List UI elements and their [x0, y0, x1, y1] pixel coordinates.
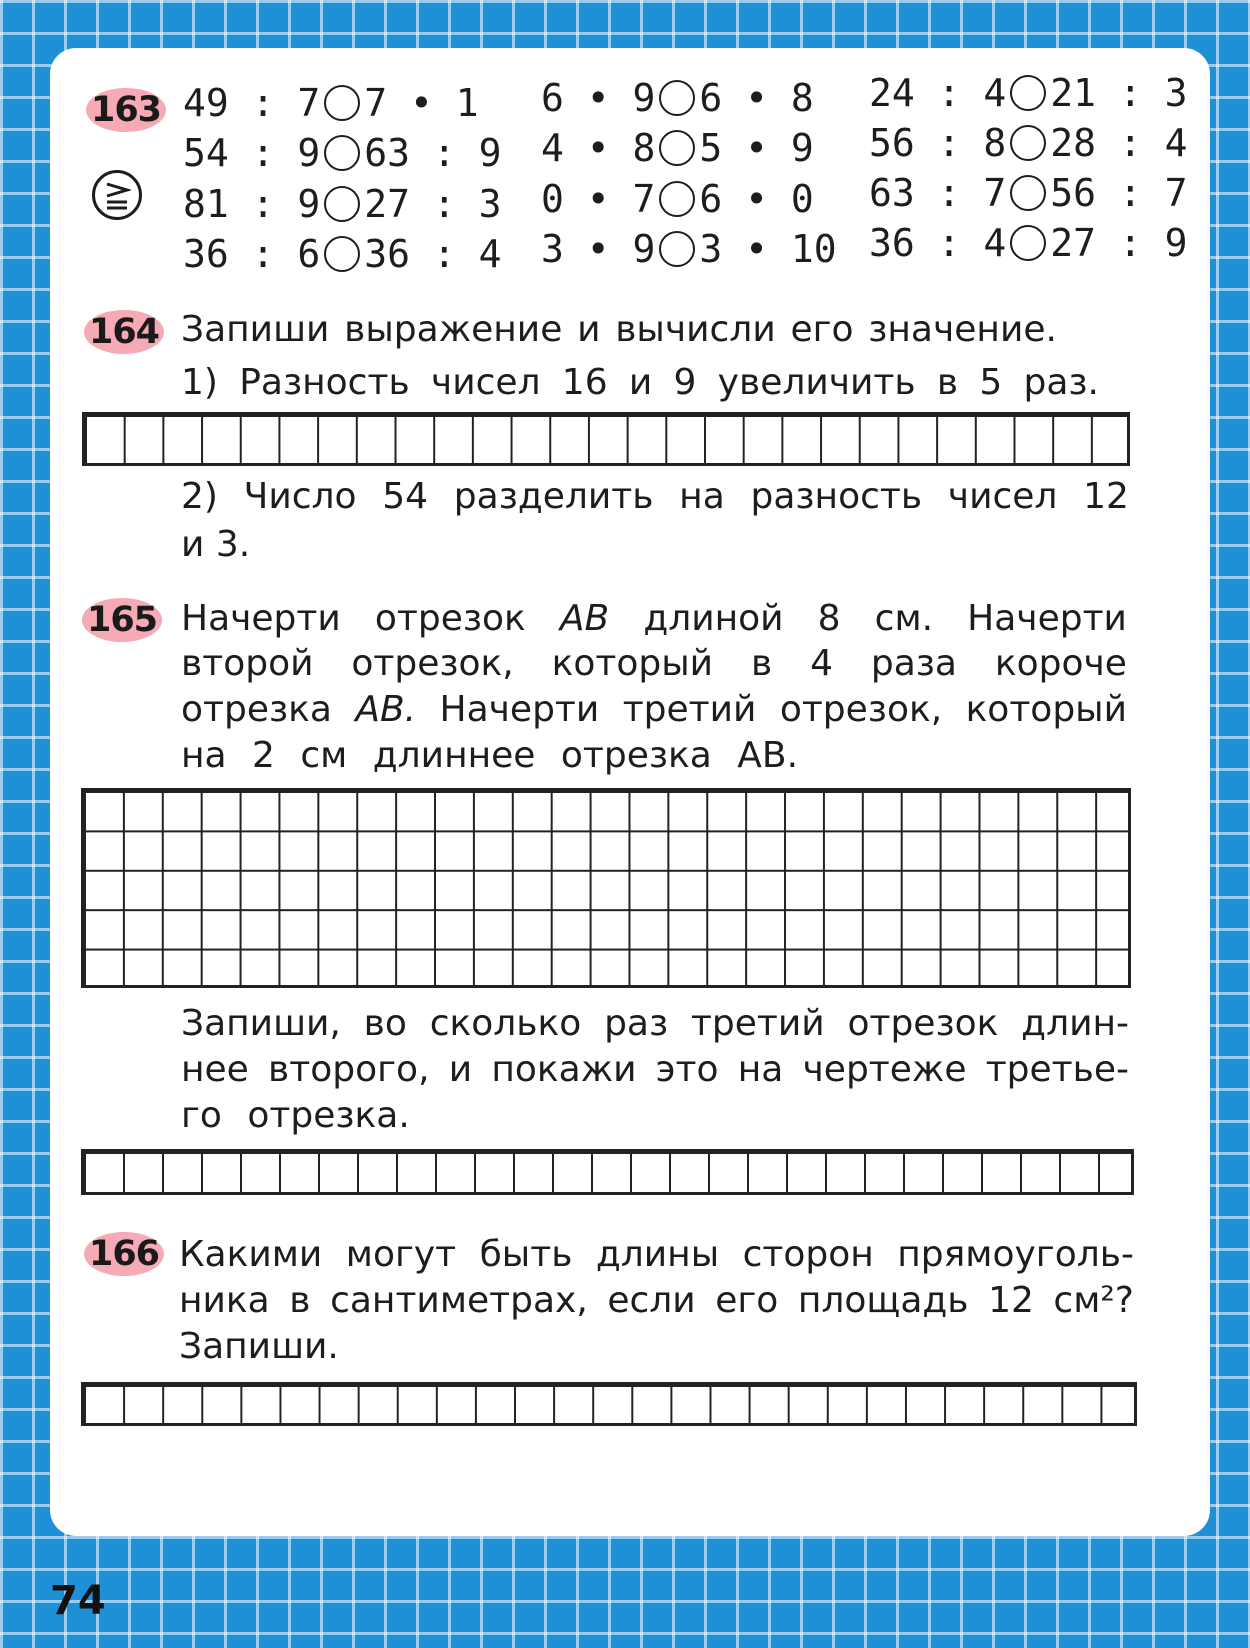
word: отрезок — [374, 598, 526, 639]
comparison-row — [183, 231, 502, 277]
word: отрезок — [847, 1003, 999, 1044]
word: отрезка — [181, 689, 332, 730]
task-164-item-2-line-1 — [181, 474, 1129, 520]
answer-grid-164-1[interactable] — [82, 412, 1130, 466]
task-number-165: 165 — [82, 598, 162, 642]
comparison-circle[interactable] — [324, 236, 360, 272]
comparison-circle[interactable] — [659, 181, 695, 217]
word: 16 — [561, 362, 608, 403]
comparison-circle[interactable] — [1010, 75, 1046, 111]
word: см. — [874, 598, 934, 639]
word: третий — [690, 1003, 825, 1044]
word: раз. — [1023, 362, 1099, 403]
comparison-circle[interactable] — [659, 130, 695, 166]
comparison-circle[interactable] — [324, 85, 360, 121]
comparison-row — [541, 75, 814, 121]
word: длины — [595, 1234, 720, 1275]
right-expression: 36 : 4 — [364, 232, 502, 276]
word: Разность — [239, 362, 410, 403]
right-expression: 28 : 4 — [1050, 121, 1188, 165]
task-165-line-1 — [181, 596, 1127, 642]
word: Начерти — [967, 598, 1127, 639]
word: выражение — [344, 309, 563, 350]
task-165-line-3 — [181, 687, 1127, 733]
right-expression: 63 : 9 — [364, 131, 502, 175]
word: Число — [243, 476, 357, 517]
word: и — [628, 362, 653, 403]
task-166-line-1 — [179, 1232, 1134, 1278]
word: 54 — [382, 476, 429, 517]
word: быть — [479, 1234, 573, 1275]
left-expression: 56 : 8 — [869, 121, 1007, 165]
word: третий — [622, 689, 757, 730]
comparison-circle[interactable] — [324, 135, 360, 171]
word: это — [655, 1049, 719, 1090]
word: его — [715, 1280, 779, 1321]
comparison-row — [183, 130, 502, 176]
comparison-row — [183, 80, 479, 126]
left-expression: 63 : 7 — [869, 171, 1007, 215]
word: покажи — [491, 1049, 637, 1090]
left-expression: 6 • 9 — [541, 76, 656, 120]
left-expression: 3 • 9 — [541, 227, 656, 271]
comparison-row — [869, 170, 1188, 216]
word: 2) — [181, 476, 218, 517]
word: на — [679, 476, 725, 517]
comparison-circle[interactable] — [324, 186, 360, 222]
left-expression: 54 : 9 — [183, 131, 321, 175]
word: сторон — [742, 1234, 874, 1275]
word: отрезок, — [351, 643, 514, 684]
word: чертеже — [802, 1049, 967, 1090]
word: разность — [750, 476, 923, 517]
word: отрезок, — [779, 689, 943, 730]
word: Запиши, — [181, 1003, 341, 1044]
comparison-row — [541, 226, 837, 272]
word: длиной — [643, 598, 784, 639]
word: если — [607, 1280, 696, 1321]
task-165-line-4: на 2 см длиннее отрезка AB. — [181, 735, 799, 776]
word: Начерти — [439, 689, 600, 730]
word: прямоуголь- — [897, 1234, 1134, 1275]
word: раз — [604, 1003, 669, 1044]
word: 12 — [988, 1280, 1034, 1321]
word: короче — [994, 643, 1127, 684]
word: его — [790, 309, 854, 350]
word: вычисли — [615, 309, 776, 350]
word: ника — [179, 1280, 270, 1321]
word: второго, — [268, 1049, 430, 1090]
levels-icon — [92, 170, 142, 220]
comparison-circle[interactable] — [1010, 125, 1046, 161]
task-164-item-1 — [181, 360, 1099, 406]
answer-grid-166[interactable] — [81, 1382, 1137, 1426]
right-expression: 27 : 3 — [364, 182, 502, 226]
left-expression: 0 • 7 — [541, 177, 656, 221]
right-expression: 27 : 9 — [1050, 221, 1188, 265]
drawing-grid-165[interactable] — [81, 788, 1131, 988]
word: 12 — [1083, 476, 1129, 517]
word: Запиши — [181, 309, 330, 350]
word: сколько — [429, 1003, 582, 1044]
word: увеличить — [717, 362, 916, 403]
task-number-166: 166 — [84, 1232, 164, 1276]
word: и — [577, 309, 601, 350]
comparison-row — [869, 220, 1188, 266]
right-expression: 6 • 0 — [699, 177, 814, 221]
task-165-followup-line-1 — [181, 1001, 1129, 1047]
comparison-row — [869, 120, 1188, 166]
right-expression: 3 • 10 — [699, 227, 837, 271]
word: 8 — [817, 598, 841, 639]
comparison-circle[interactable] — [659, 231, 695, 267]
word: AB. — [355, 689, 417, 730]
task-165-followup-line-3: го отрезка. — [181, 1095, 410, 1136]
word: третье- — [985, 1049, 1129, 1090]
word: могут — [345, 1234, 457, 1275]
comparison-circle[interactable] — [1010, 225, 1046, 261]
task-number-163: 163 — [86, 88, 166, 132]
task-164-item-2-line-2: и 3. — [181, 524, 251, 565]
word: площадь — [797, 1280, 969, 1321]
word: который — [965, 689, 1127, 730]
word: 9 — [673, 362, 697, 403]
word: раза — [870, 643, 957, 684]
left-expression: 36 : 4 — [869, 221, 1007, 265]
word: чисел — [947, 476, 1058, 517]
word: см²? — [1053, 1280, 1134, 1321]
word: 4 — [810, 643, 833, 684]
right-expression: 21 : 3 — [1050, 71, 1188, 115]
left-expression: 49 : 7 — [183, 81, 321, 125]
word: в — [936, 362, 959, 403]
word: 5 — [979, 362, 1003, 403]
comparison-row — [541, 125, 814, 171]
comparison-circle[interactable] — [659, 80, 695, 116]
word: Начерти — [181, 598, 341, 639]
task-166-line-3: Запиши. — [179, 1326, 339, 1367]
task-166-line-2 — [179, 1278, 1134, 1324]
word: который — [551, 643, 714, 684]
left-expression: 24 : 4 — [869, 71, 1007, 115]
word: в — [289, 1280, 311, 1321]
task-number-164: 164 — [84, 310, 164, 354]
right-expression: 7 • 1 — [364, 81, 479, 125]
word: в — [750, 643, 773, 684]
right-expression: 5 • 9 — [699, 126, 814, 170]
comparison-row — [869, 70, 1188, 116]
task-164-prompt — [181, 307, 1057, 353]
answer-grid-165[interactable] — [81, 1149, 1134, 1195]
page-number: 74 — [50, 1578, 106, 1624]
comparison-row — [183, 181, 502, 227]
word: разделить — [453, 476, 654, 517]
word: и — [448, 1049, 473, 1090]
word: значение. — [868, 309, 1057, 350]
word: Какими — [179, 1234, 323, 1275]
task-165-followup-line-2 — [181, 1047, 1129, 1093]
left-expression: 4 • 8 — [541, 126, 656, 170]
right-expression: 6 • 8 — [699, 76, 814, 120]
word: 1) — [181, 362, 218, 403]
word: во — [363, 1003, 407, 1044]
comparison-row — [541, 176, 814, 222]
left-expression: 36 : 6 — [183, 232, 321, 276]
comparison-circle[interactable] — [1010, 175, 1046, 211]
word: на — [737, 1049, 784, 1090]
left-expression: 81 : 9 — [183, 182, 321, 226]
word: длин- — [1021, 1003, 1129, 1044]
word: второй — [181, 643, 314, 684]
word: нее — [181, 1049, 249, 1090]
word: чисел — [430, 362, 541, 403]
task-165-line-2 — [181, 641, 1127, 687]
right-expression: 56 : 7 — [1050, 171, 1188, 215]
word: сантиметрах, — [330, 1280, 588, 1321]
word: AB — [559, 598, 610, 639]
